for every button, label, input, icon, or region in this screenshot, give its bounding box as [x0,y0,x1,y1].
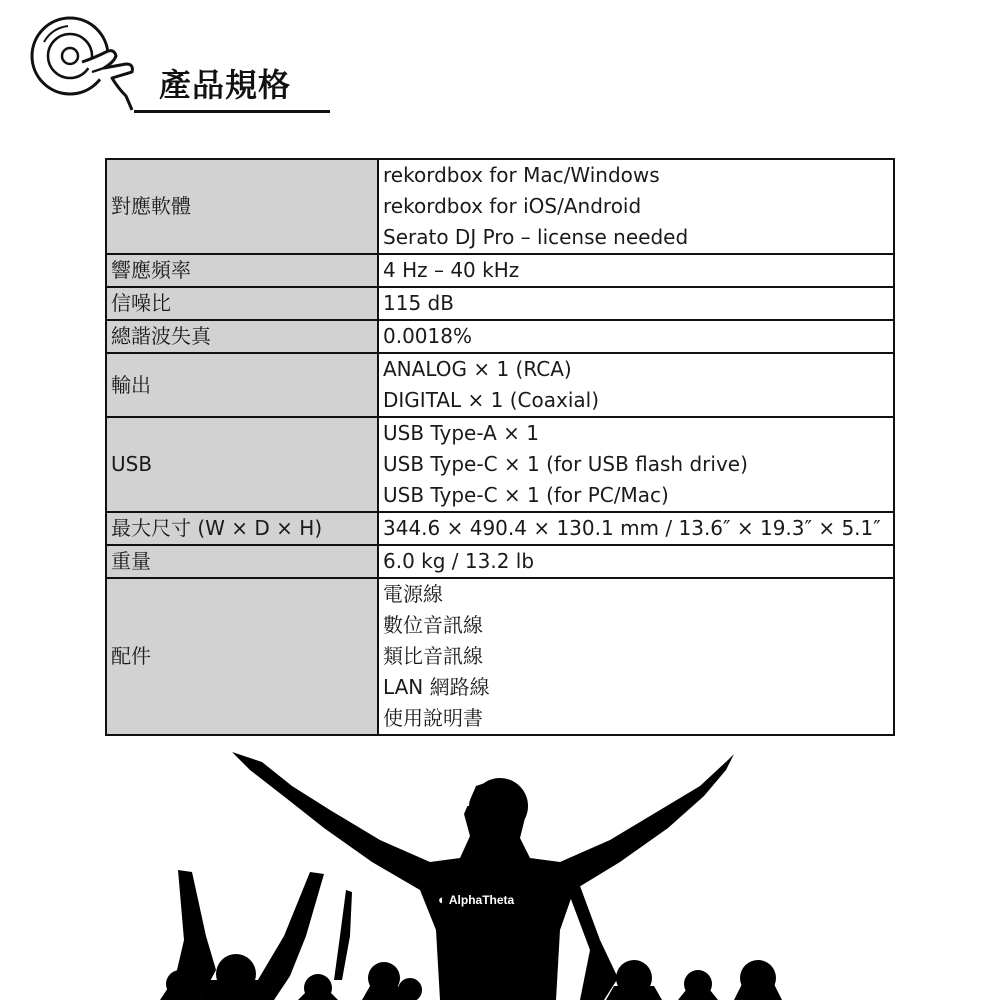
spec-label: 輸出 [106,353,378,417]
spec-row [106,287,894,320]
spec-value-line: USB Type-C × 1 (for USB flash drive) [383,452,748,476]
spec-value-line: USB Type-C × 1 (for PC/Mac) [383,483,669,507]
spec-value [378,545,894,578]
spec-row [106,320,894,353]
spec-label: 總諧波失真 [106,320,378,353]
spec-value-line: 6.0 kg / 13.2 lb [383,549,535,573]
spec-value-line: USB Type-A × 1 [383,421,540,445]
spec-value [378,417,894,512]
spec-label: 最大尺寸 (W × D × H) [106,512,378,545]
spec-value [378,159,894,254]
title-underline [134,110,330,113]
spec-value-line: rekordbox for iOS/Android [383,194,642,218]
disc-hand-icon [22,12,137,112]
brand-logo [438,892,514,907]
spec-value-line: 使用說明書 [383,706,483,730]
spec-row [106,254,894,287]
crowd-silhouette [0,740,1000,1000]
spec-value-line: LAN 網路線 [383,675,490,699]
brand-name: AlphaTheta [448,893,515,907]
brand-mark-icon: ◐ [438,892,446,907]
spec-label: 配件 [106,578,378,735]
spec-value-line: 類比音訊線 [383,644,483,668]
spec-value-line: ANALOG × 1 (RCA) [383,357,572,381]
spec-row [106,159,894,254]
spec-value [378,353,894,417]
spec-row [106,512,894,545]
spec-label: 對應軟體 [106,159,378,254]
spec-value-line: 數位音訊線 [383,613,483,637]
spec-value-line: 4 Hz – 40 kHz [383,258,520,282]
spec-value-line: 344.6 × 490.4 × 130.1 mm / 13.6″ × 19.3″ × 5.1″ [383,516,881,540]
spec-value-line: DIGITAL × 1 (Coaxial) [383,388,600,412]
spec-label: 重量 [106,545,378,578]
spec-value-line: 0.0018% [383,324,472,348]
spec-value [378,254,894,287]
spec-value [378,512,894,545]
spec-row [106,417,894,512]
spec-value-line: Serato DJ Pro – license needed [383,225,689,249]
spec-row [106,578,894,735]
spec-value-line: 115 dB [383,291,454,315]
spec-label: USB [106,417,378,512]
spec-label: 信噪比 [106,287,378,320]
spec-label: 響應頻率 [106,254,378,287]
spec-value-line: 電源線 [383,582,443,606]
spec-table [105,158,895,736]
spec-row [106,545,894,578]
spec-row [106,353,894,417]
header [22,12,322,112]
spec-value [378,287,894,320]
spec-value [378,578,894,735]
page-title: 產品規格 [159,66,292,104]
spec-value-line: rekordbox for Mac/Windows [383,163,660,187]
spec-value [378,320,894,353]
